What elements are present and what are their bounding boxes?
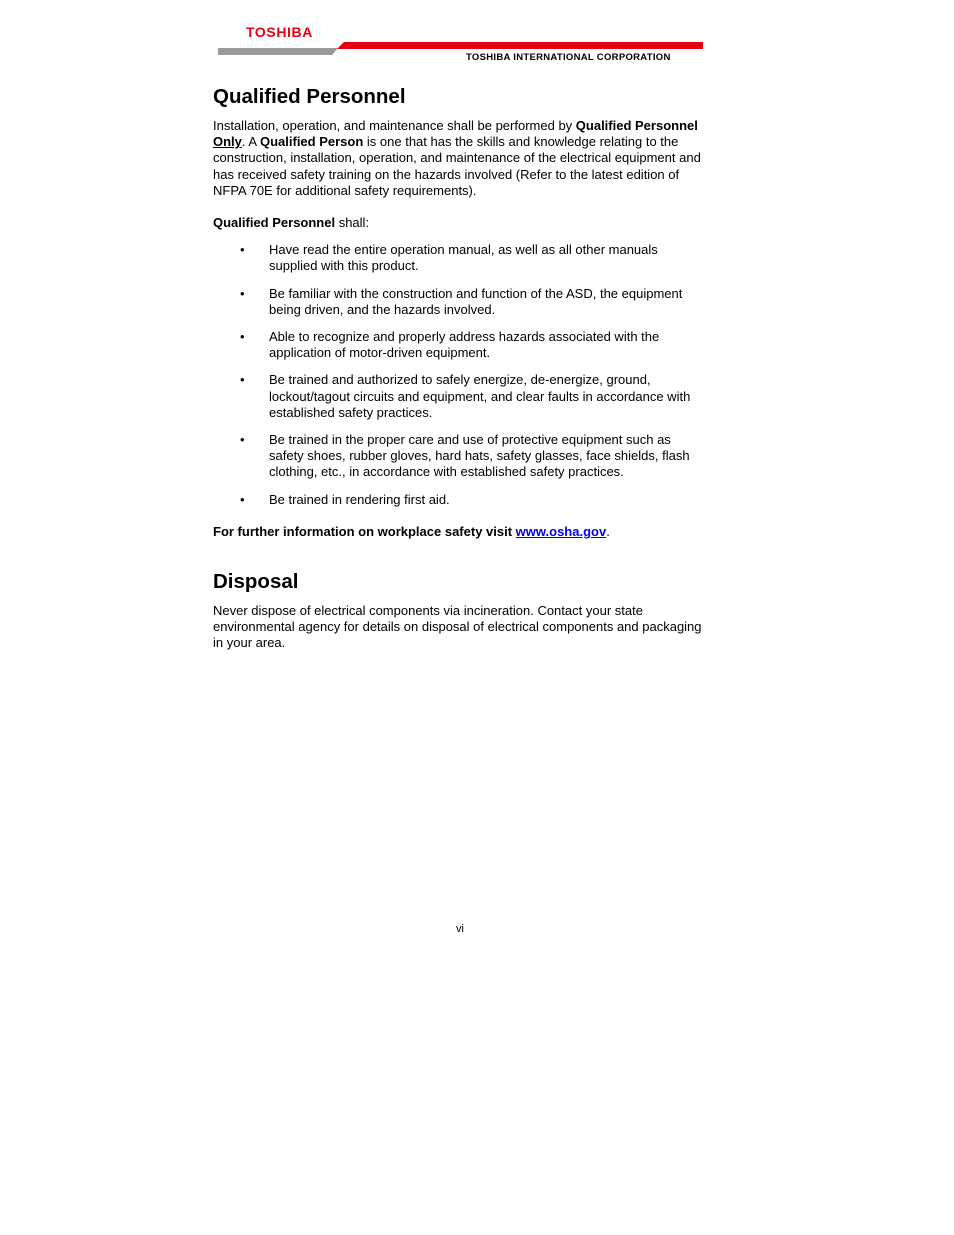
list-item bbox=[213, 432, 705, 481]
page-content bbox=[213, 84, 705, 652]
osha-link[interactable]: www.osha.gov bbox=[515, 523, 607, 539]
list-item bbox=[213, 286, 705, 318]
bullet-icon: • bbox=[240, 432, 245, 448]
shall-line bbox=[213, 215, 705, 231]
page-header bbox=[0, 0, 954, 70]
list-item-text: Be familiar with the construction and function of the ASD, the equipment being driven, and the hazards involved. bbox=[269, 285, 683, 317]
intro-bold-only: Only bbox=[213, 134, 242, 150]
bullet-icon: • bbox=[240, 491, 245, 507]
list-item-text: Be trained and authorized to safely energize, de-energize, ground, lockout/tagout circuits and equipment, and clear faults in accordance with established safety practices. bbox=[269, 372, 691, 420]
corporation-name: TOSHIBA INTERNATIONAL CORPORATION bbox=[466, 52, 671, 63]
intro-text-1: Installation, operation, and maintenance shall be performed by bbox=[213, 118, 576, 133]
list-item-text: Be trained in rendering first aid. bbox=[269, 491, 450, 507]
further-info-period: . bbox=[606, 523, 610, 539]
qualified-intro-paragraph bbox=[213, 118, 705, 199]
list-item-text: Able to recognize and properly address hazards associated with the application of motor-driven equipment. bbox=[269, 329, 660, 361]
list-item bbox=[213, 242, 705, 274]
list-item bbox=[213, 492, 705, 508]
bullet-icon: • bbox=[240, 285, 245, 301]
list-item bbox=[213, 372, 705, 421]
header-gray-bar bbox=[218, 48, 338, 55]
header-red-bar bbox=[337, 42, 703, 49]
list-item-text: Be trained in the proper care and use of protective equipment such as safety shoes, rubber gloves, hard hats, safety glasses, face shields, flash clothing, etc., in accordance with established safety practices. bbox=[269, 432, 690, 480]
list-item-text: Have read the entire operation manual, as well as all other manuals supplied with this product. bbox=[269, 242, 658, 274]
shall-bold: Qualified Personnel bbox=[213, 215, 336, 231]
toshiba-logo: TOSHIBA bbox=[246, 24, 313, 40]
list-item bbox=[213, 329, 705, 361]
bullet-icon: • bbox=[240, 372, 245, 388]
bullet-icon: • bbox=[240, 242, 245, 258]
disposal-heading: Disposal bbox=[213, 570, 299, 594]
further-info-line bbox=[213, 524, 705, 540]
qualified-personnel-heading: Qualified Personnel bbox=[213, 85, 406, 108]
disposal-paragraph: Never dispose of electrical components via incineration. Contact your state environmental agency for details on disposal of electrical components and packaging in your area. bbox=[213, 603, 702, 651]
further-info-text: For further information on workplace safety visit bbox=[213, 523, 516, 539]
intro-bold-qualified-personnel: Qualified Personnel bbox=[575, 118, 698, 133]
requirements-list bbox=[213, 242, 705, 508]
intro-text-3: is one that has the skills and knowledge relating to the construction, installation, operation, and maintenance of the electrical equipment and has received safety training on the hazards involved (Refer to the latest edition of NFPA 70E for additional safety requirements). bbox=[213, 134, 701, 198]
page-number: vi bbox=[456, 923, 464, 935]
bullet-icon: • bbox=[240, 329, 245, 345]
intro-bold-qualified-person: Qualified Person bbox=[259, 134, 364, 150]
shall-rest: shall: bbox=[335, 215, 370, 231]
intro-text-2: . A bbox=[241, 134, 260, 150]
